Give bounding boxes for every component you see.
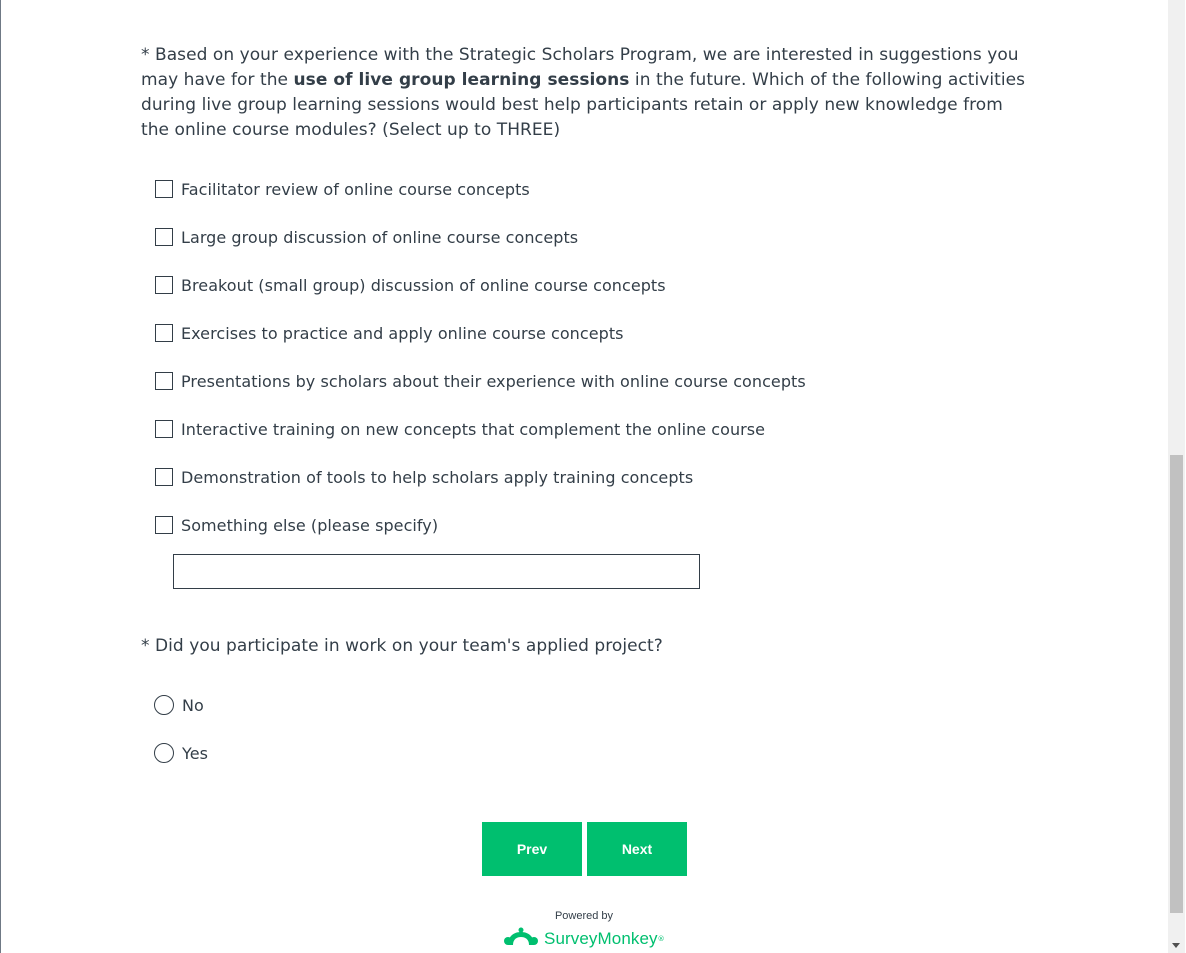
- option-label: No: [182, 695, 204, 715]
- radio-button[interactable]: [154, 743, 174, 763]
- prev-button[interactable]: Prev: [482, 822, 582, 876]
- option-breakout-discussion[interactable]: [155, 273, 666, 297]
- other-specify-input[interactable]: [173, 554, 700, 589]
- scroll-down-arrow-icon[interactable]: [1172, 943, 1180, 948]
- option-label: Large group discussion of online course concepts: [181, 227, 579, 247]
- powered-by-text: Powered by: [554, 910, 614, 922]
- option-label: Presentations by scholars about their experience with online course concepts: [181, 371, 806, 391]
- option-label: Yes: [182, 743, 208, 763]
- option-label: Interactive training on new concepts that complement the online course: [181, 419, 766, 439]
- question-1-title-suffix: in the future. Which of the following activities during live group learning sessions would best help participants retain or apply new knowledge from the online course modules? (Select up to THREE): [141, 70, 1026, 140]
- checkbox[interactable]: [155, 276, 173, 294]
- checkbox[interactable]: [155, 228, 173, 246]
- option-no[interactable]: [154, 693, 204, 717]
- option-exercises[interactable]: [155, 321, 624, 345]
- trademark-symbol: ®: [657, 935, 665, 943]
- option-label: Something else (please specify): [181, 515, 439, 535]
- question-2-title: * Did you participate in work on your team's applied project?: [141, 636, 663, 656]
- checkbox[interactable]: [155, 372, 173, 390]
- option-demonstration-tools[interactable]: [155, 465, 693, 489]
- option-interactive-training[interactable]: [155, 417, 765, 441]
- option-label: Demonstration of tools to help scholars apply training concepts: [181, 467, 694, 487]
- question-1-title: [141, 43, 1031, 143]
- surveymonkey-logo[interactable]: [504, 926, 665, 952]
- scrollbar-thumb[interactable]: [1170, 455, 1183, 913]
- next-button[interactable]: Next: [587, 822, 687, 876]
- option-presentations[interactable]: [155, 369, 806, 393]
- checkbox[interactable]: [155, 516, 173, 534]
- checkbox[interactable]: [155, 468, 173, 486]
- surveymonkey-logo-icon: [504, 927, 538, 951]
- radio-button[interactable]: [154, 695, 174, 715]
- option-label: Facilitator review of online course concepts: [181, 179, 530, 199]
- option-facilitator-review[interactable]: [155, 177, 530, 201]
- option-large-group-discussion[interactable]: [155, 225, 578, 249]
- question-1-title-emphasis: use of live group learning sessions: [293, 70, 630, 90]
- option-label: Breakout (small group) discussion of online course concepts: [181, 275, 666, 295]
- question-1-title-prefix: * Based on your experience with the Strategic Scholars Program, we are interested in suggestions you may have for the: [141, 45, 1019, 90]
- option-label: Exercises to practice and apply online course concepts: [181, 323, 624, 343]
- option-yes[interactable]: [154, 741, 208, 765]
- window-left-border: [0, 0, 1, 953]
- surveymonkey-wordmark: SurveyMonkey: [544, 929, 658, 948]
- checkbox[interactable]: [155, 420, 173, 438]
- checkbox[interactable]: [155, 180, 173, 198]
- checkbox[interactable]: [155, 324, 173, 342]
- option-something-else[interactable]: [155, 513, 438, 537]
